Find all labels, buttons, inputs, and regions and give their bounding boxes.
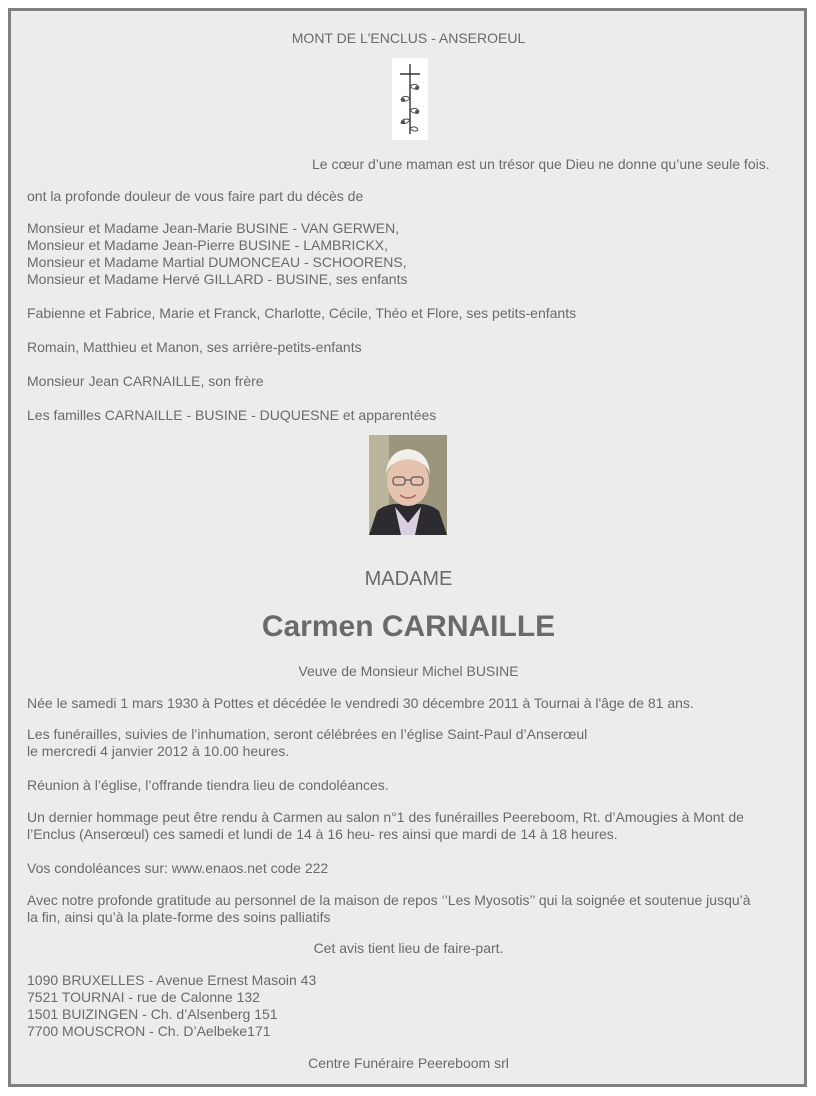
quote-text: Le cœur d’une maman est un trésor que Dieu ne donne qu’une seule fois.	[312, 156, 770, 172]
portrait-photo	[369, 435, 447, 535]
address-list	[27, 972, 316, 1040]
tribute-line: l’Enclus (Anserœul) ces samedi et lundi de 14 à 16 heu- res ainsi que mardi de 14 à 18 heures.	[27, 826, 618, 842]
address-line: 1090 BRUXELLES - Avenue Ernest Masoin 43	[27, 972, 317, 988]
address-line: 7521 TOURNAI - rue de Calonne 132	[27, 989, 260, 1005]
great-grandchildren-text: Romain, Matthieu et Manon, ses arrière-petits-enfants	[27, 339, 362, 355]
gratitude-line: Avec notre profonde gratitude au personnel de la maison de repos ‘’Les Myosotis’’ qui la soignée et soutenue jusqu’à	[27, 892, 751, 908]
funeral-line: Les funérailles, suivies de l’inhumation, seront célébrées en l’église Saint-Paul d’Anserœul	[27, 726, 588, 742]
location-heading: MONT DE L'ENCLUS - ANSEROEUL	[291, 30, 526, 46]
notice-text: Cet avis tient lieu de faire-part.	[313, 940, 504, 956]
families-text: Les familles CARNAILLE - BUSINE - DUQUESNE et apparentées	[27, 407, 437, 423]
gratitude-line: la fin, ainsi qu’à la plate-forme des soins palliatifs	[27, 909, 331, 925]
deceased-name: Carmen CARNAILLE	[261, 610, 556, 643]
cross-with-flowers-icon	[392, 58, 428, 140]
address-line: 1501 BUIZINGEN - Ch. d’Alsenberg 151	[27, 1006, 278, 1022]
widow-of-text: Veuve de Monsieur Michel BUSINE	[298, 663, 519, 679]
child-line: Monsieur et Madame Jean-Pierre BUSINE - LAMBRICKX,	[27, 237, 389, 253]
address-line: 7700 MOUSCRON - Ch. D’Aelbeke171	[27, 1023, 271, 1039]
grandchildren-text: Fabienne et Fabrice, Marie et Franck, Charlotte, Cécile, Théo et Flore, ses petits-enfants	[27, 305, 577, 321]
child-line: Monsieur et Madame Jean-Marie BUSINE - VAN GERWEN,	[27, 220, 400, 236]
gratitude-text	[27, 892, 751, 926]
tribute-text	[27, 809, 744, 843]
funeral-text	[27, 726, 587, 760]
child-line: Monsieur et Madame Hervé GILLARD - BUSINE, ses enfants	[27, 271, 408, 287]
condolences-text: Vos condoléances sur: www.enaos.net code 222	[27, 860, 329, 876]
honorific-title: MADAME	[364, 568, 453, 590]
brother-text: Monsieur Jean CARNAILLE, son frère	[27, 373, 264, 389]
birth-death-text: Née le samedi 1 mars 1930 à Pottes et décédée le vendredi 30 décembre 2011 à Tournai à l'âge de 81 ans.	[27, 695, 694, 711]
tribute-line: Un dernier hommage peut être rendu à Carmen au salon n°1 des funérailles Peereboom, Rt. d’Amougies à Mont de	[27, 809, 744, 825]
intro-text: ont la profonde douleur de vous faire part du décès de	[27, 188, 364, 204]
funeral-line: le mercredi 4 janvier 2012 à 10.00 heures.	[27, 743, 290, 759]
child-line: Monsieur et Madame Martial DUMONCEAU - SCHOORENS,	[27, 254, 407, 270]
footer-text: Centre Funéraire Peereboom srl	[308, 1055, 509, 1071]
obituary-card	[8, 8, 807, 1087]
meeting-text: Réunion à l’église, l’offrande tiendra lieu de condoléances.	[27, 777, 389, 793]
children-list	[27, 220, 407, 288]
